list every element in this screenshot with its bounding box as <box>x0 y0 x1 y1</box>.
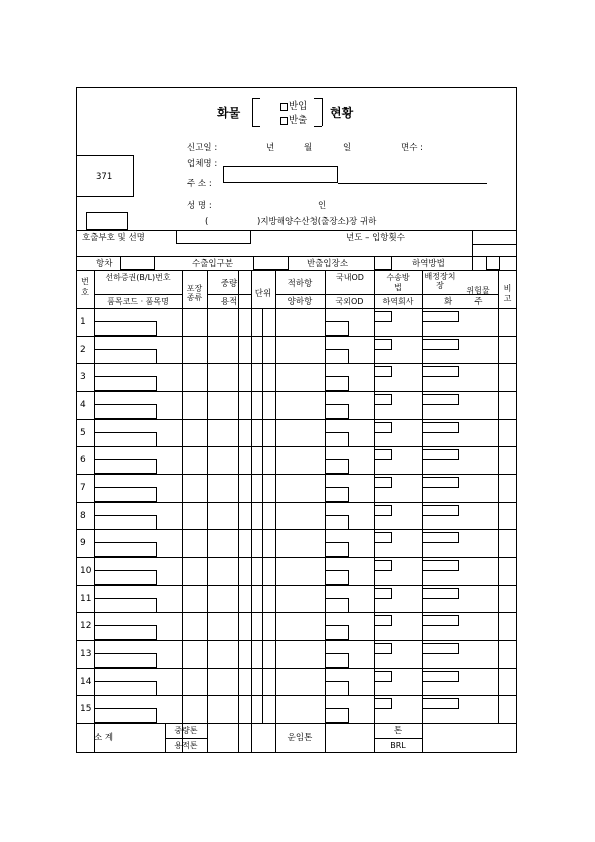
transport-field[interactable] <box>374 532 392 543</box>
row-number: 10 <box>80 566 92 576</box>
col-no: 번호 <box>81 277 89 297</box>
assign-field[interactable] <box>422 366 459 377</box>
bl-field[interactable] <box>94 598 157 613</box>
form-number: 371 <box>96 172 113 182</box>
assign-field[interactable] <box>422 505 459 516</box>
domestic-od-field[interactable] <box>325 681 349 696</box>
domestic-od-field[interactable] <box>325 708 349 723</box>
row-number: 14 <box>80 676 92 687</box>
col-transport: 수송방법 <box>386 273 410 292</box>
bl-field[interactable] <box>94 708 157 723</box>
col-divider <box>262 308 263 723</box>
unload-method-label: 하역방법 <box>412 259 445 269</box>
col-weight: 중량 <box>220 279 238 289</box>
transport-field[interactable] <box>374 477 392 488</box>
bl-field[interactable] <box>94 625 157 640</box>
row-number: 9 <box>80 538 86 549</box>
volume-ton-label: 용적톤 <box>174 741 198 750</box>
option-export[interactable]: 반출 <box>280 115 307 126</box>
row-number: 5 <box>80 427 86 438</box>
col-foreign: 국외OD <box>335 297 364 306</box>
col-unload-port: 양하항 <box>287 297 313 307</box>
bl-field[interactable] <box>94 404 157 419</box>
row-number: 3 <box>80 372 86 383</box>
domestic-od-field[interactable] <box>325 570 349 585</box>
bl-field[interactable] <box>94 487 157 502</box>
weight-ton-label: 중량톤 <box>174 726 198 735</box>
footer-split <box>165 738 208 739</box>
domestic-od-field[interactable] <box>325 515 349 530</box>
domestic-od-field[interactable] <box>325 459 349 474</box>
col-remarks: 비고 <box>503 284 512 303</box>
transport-field[interactable] <box>374 588 392 599</box>
transport-field[interactable] <box>374 698 392 709</box>
bl-field[interactable] <box>94 349 157 364</box>
bl-field[interactable] <box>94 515 157 530</box>
bl-field[interactable] <box>94 459 157 474</box>
col-divider <box>238 270 239 753</box>
row-number: 11 <box>80 593 92 604</box>
bl-field[interactable] <box>94 542 157 557</box>
col-divider <box>498 270 499 723</box>
bl-field[interactable] <box>94 570 157 585</box>
row-number: 15 <box>80 704 92 715</box>
pages-label: 면수 : <box>401 143 423 153</box>
domestic-od-field[interactable] <box>325 404 349 419</box>
bl-field[interactable] <box>94 376 157 391</box>
title-right: 현황 <box>330 106 354 120</box>
col-danger: 위험물 <box>466 286 490 295</box>
row-number: 4 <box>80 400 86 410</box>
assign-field[interactable] <box>422 671 459 682</box>
transport-field[interactable] <box>374 339 392 350</box>
header-split <box>207 294 251 295</box>
domestic-od-field[interactable] <box>325 487 349 502</box>
assign-field[interactable] <box>422 615 459 626</box>
row-number: 6 <box>80 455 86 466</box>
row-number: 13 <box>80 649 92 659</box>
report-date-label: 신고일 : <box>187 143 218 153</box>
option-import[interactable]: 반입 <box>280 101 307 112</box>
col-divider <box>275 270 276 753</box>
transport-field[interactable] <box>374 366 392 377</box>
transport-field[interactable] <box>374 505 392 516</box>
domestic-od-field[interactable] <box>325 598 349 613</box>
domestic-od-field[interactable] <box>325 542 349 557</box>
freight-ton-label: 운임톤 <box>287 733 313 743</box>
call-sign-label: 호출부호 및 선명 <box>82 233 145 243</box>
assign-field[interactable] <box>422 422 459 433</box>
subtotal-label: 소 계 <box>94 733 114 743</box>
title-left: 화물 <box>217 106 241 120</box>
header-split <box>94 294 182 295</box>
row-number: 2 <box>80 344 86 355</box>
col-unit: 단위 <box>254 289 272 299</box>
year-entry-label: 년도 – 입항횟수 <box>346 233 405 243</box>
domestic-od-field[interactable] <box>325 625 349 640</box>
brl-label: BRL <box>390 741 406 750</box>
transport-field[interactable] <box>374 615 392 626</box>
assign-field[interactable] <box>422 339 459 350</box>
transport-field[interactable] <box>374 311 392 322</box>
row-number: 12 <box>80 621 92 632</box>
transport-field[interactable] <box>374 422 392 433</box>
row-number: 1 <box>80 317 86 327</box>
assign-field[interactable] <box>422 643 459 654</box>
transport-field[interactable] <box>374 671 392 682</box>
assign-field[interactable] <box>422 532 459 543</box>
day-label: 일 <box>343 143 352 153</box>
month-label: 월 <box>304 143 313 153</box>
ton-label: 톤 <box>393 726 403 736</box>
col-item: 품목코드 · 품목명 <box>107 297 169 306</box>
col-divider <box>182 270 183 753</box>
assign-field[interactable] <box>422 588 459 599</box>
seal-mark: 인 <box>318 201 327 211</box>
year-label: 년 <box>266 143 275 153</box>
address-label: 주 소 : <box>187 179 212 189</box>
table-top <box>76 270 517 271</box>
transport-field[interactable] <box>374 394 392 405</box>
col-stevedore: 하역회사 <box>382 297 414 306</box>
addressee: )지방해양수산청(출장소)장 귀하 <box>257 217 377 227</box>
bl-field[interactable] <box>94 653 157 668</box>
domestic-od-field[interactable] <box>325 376 349 391</box>
addressee-open: ( <box>205 217 209 227</box>
assign-field[interactable] <box>422 477 459 488</box>
col-divider <box>207 270 208 753</box>
col-assign: 배정장치장 <box>424 272 456 290</box>
row-number: 8 <box>80 510 86 521</box>
io-type-label: 수출입구분 <box>192 259 234 269</box>
bl-field[interactable] <box>94 321 157 336</box>
col-owner: 화주 <box>444 297 505 307</box>
domestic-od-field[interactable] <box>325 349 349 364</box>
domestic-od-field[interactable] <box>325 653 349 668</box>
voyage-no-label: 항차 <box>96 259 113 269</box>
table-header-bottom <box>76 308 517 309</box>
assign-field[interactable] <box>422 698 459 709</box>
assign-field[interactable] <box>422 560 459 571</box>
domestic-od-field[interactable] <box>325 321 349 336</box>
bl-field[interactable] <box>94 432 157 447</box>
row-number: 7 <box>80 483 86 493</box>
name-label: 성 명 : <box>187 201 212 211</box>
domestic-od-field[interactable] <box>325 432 349 447</box>
col-domestic: 국내OD <box>336 273 364 282</box>
transport-field[interactable] <box>374 449 392 460</box>
col-volume: 용적 <box>220 297 238 307</box>
assign-field[interactable] <box>422 394 459 405</box>
col-divider <box>251 270 252 753</box>
bl-field[interactable] <box>94 681 157 696</box>
col-pkg: 포장종류 <box>186 284 203 302</box>
transport-field[interactable] <box>374 560 392 571</box>
col-load-port: 적하항 <box>287 279 313 289</box>
footer-split <box>374 738 422 739</box>
company-label: 업체명 : <box>187 159 218 169</box>
assign-field[interactable] <box>422 449 459 460</box>
location-label: 반출입장소 <box>307 259 349 269</box>
assign-field[interactable] <box>422 311 459 322</box>
footer-top <box>76 723 517 724</box>
header-split <box>275 294 422 295</box>
col-bl: 선하증권(B/L)번호 <box>105 273 171 282</box>
transport-field[interactable] <box>374 643 392 654</box>
